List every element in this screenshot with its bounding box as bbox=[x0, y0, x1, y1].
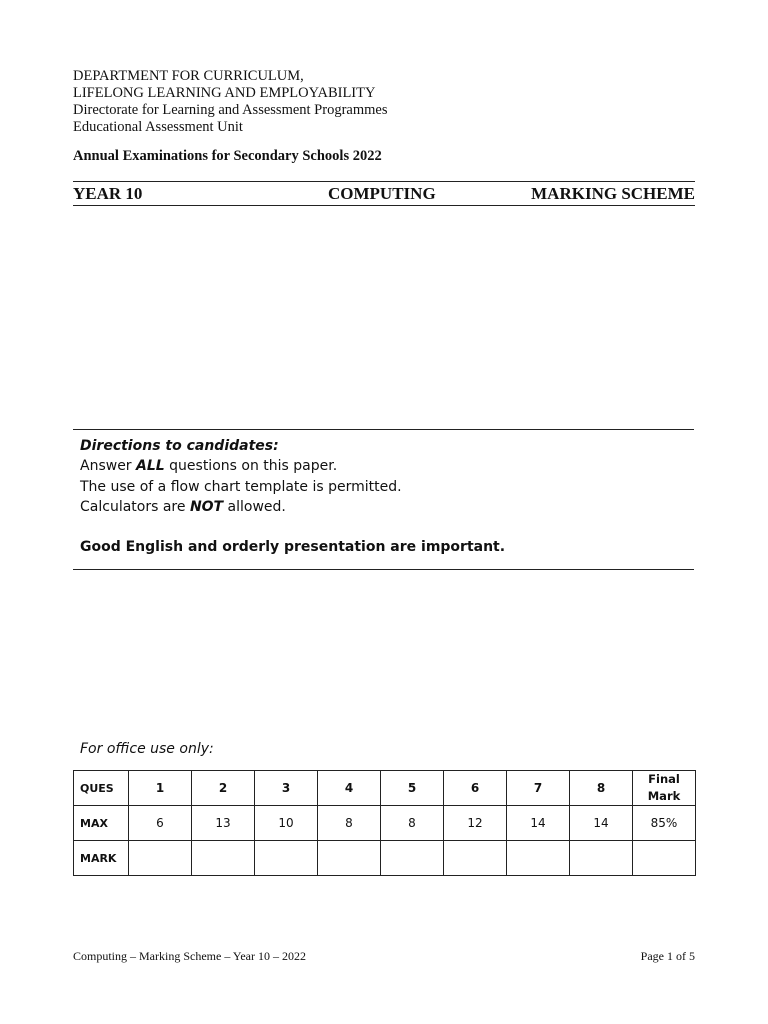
department-header bbox=[73, 68, 387, 136]
directorate-line: Directorate for Learning and Assessment Programmes bbox=[73, 102, 388, 118]
max-mark-cell: 14 bbox=[507, 806, 570, 841]
direction-flowchart: The use of a flow chart template is permitted. bbox=[80, 479, 402, 495]
office-use-label: For office use only: bbox=[80, 741, 214, 757]
max-mark-cell: 12 bbox=[444, 806, 507, 841]
department-line: DEPARTMENT FOR CURRICULUM, bbox=[73, 68, 304, 84]
max-final-cell: 85% bbox=[633, 806, 696, 841]
document-type-label: MARKING SCHEME bbox=[531, 184, 695, 203]
question-number: 8 bbox=[570, 771, 633, 806]
question-number: 1 bbox=[129, 771, 192, 806]
final-mark-header bbox=[633, 771, 696, 806]
direction-text: questions on this paper. bbox=[164, 458, 338, 474]
direction-answer-all bbox=[80, 458, 337, 474]
max-mark-cell: 13 bbox=[192, 806, 255, 841]
direction-text: Answer bbox=[80, 458, 137, 474]
subject-label: COMPUTING bbox=[328, 184, 436, 203]
final-mark-line: Mark bbox=[647, 789, 681, 803]
table-row-questions bbox=[74, 771, 696, 806]
direction-text: Calculators are bbox=[80, 499, 190, 515]
max-mark-cell: 8 bbox=[318, 806, 381, 841]
mark-entry-cell bbox=[192, 841, 255, 876]
mark-entry-cell bbox=[381, 841, 444, 876]
direction-presentation: Good English and orderly presentation are important. bbox=[80, 539, 506, 555]
footer-title: Computing – Marking Scheme – Year 10 – 2022 bbox=[73, 949, 306, 963]
max-mark-cell: 10 bbox=[255, 806, 318, 841]
exam-title: Annual Examinations for Secondary Schools 2022 bbox=[73, 148, 382, 164]
question-number: 2 bbox=[192, 771, 255, 806]
mark-entry-cell bbox=[633, 841, 696, 876]
question-number: 5 bbox=[381, 771, 444, 806]
mark-entry-cell bbox=[444, 841, 507, 876]
direction-emphasis: NOT bbox=[189, 499, 224, 515]
mark-entry-cell bbox=[570, 841, 633, 876]
department-line: LIFELONG LEARNING AND EMPLOYABILITY bbox=[73, 85, 376, 101]
question-number: 3 bbox=[255, 771, 318, 806]
directions-heading: Directions to candidates: bbox=[80, 438, 279, 454]
row-label: QUES bbox=[74, 771, 129, 806]
final-mark-line: Final bbox=[648, 772, 680, 786]
mark-entry-cell bbox=[255, 841, 318, 876]
question-number: 4 bbox=[318, 771, 381, 806]
max-mark-cell: 8 bbox=[381, 806, 444, 841]
mark-entry-cell bbox=[318, 841, 381, 876]
title-bar bbox=[73, 181, 695, 206]
page-number: Page 1 of 5 bbox=[640, 949, 695, 963]
directions-box bbox=[73, 429, 694, 570]
max-mark-cell: 14 bbox=[570, 806, 633, 841]
max-mark-cell: 6 bbox=[129, 806, 192, 841]
question-number: 6 bbox=[444, 771, 507, 806]
marks-table bbox=[73, 770, 696, 876]
direction-emphasis: ALL bbox=[136, 458, 165, 474]
direction-text: allowed. bbox=[223, 499, 286, 515]
year-label: YEAR 10 bbox=[73, 184, 143, 203]
row-label: MAX bbox=[74, 806, 129, 841]
mark-entry-cell bbox=[129, 841, 192, 876]
unit-line: Educational Assessment Unit bbox=[73, 119, 243, 135]
table-row-mark bbox=[74, 841, 696, 876]
row-label: MARK bbox=[74, 841, 129, 876]
table-row-max bbox=[74, 806, 696, 841]
question-number: 7 bbox=[507, 771, 570, 806]
direction-calculators bbox=[80, 499, 286, 515]
mark-entry-cell bbox=[507, 841, 570, 876]
